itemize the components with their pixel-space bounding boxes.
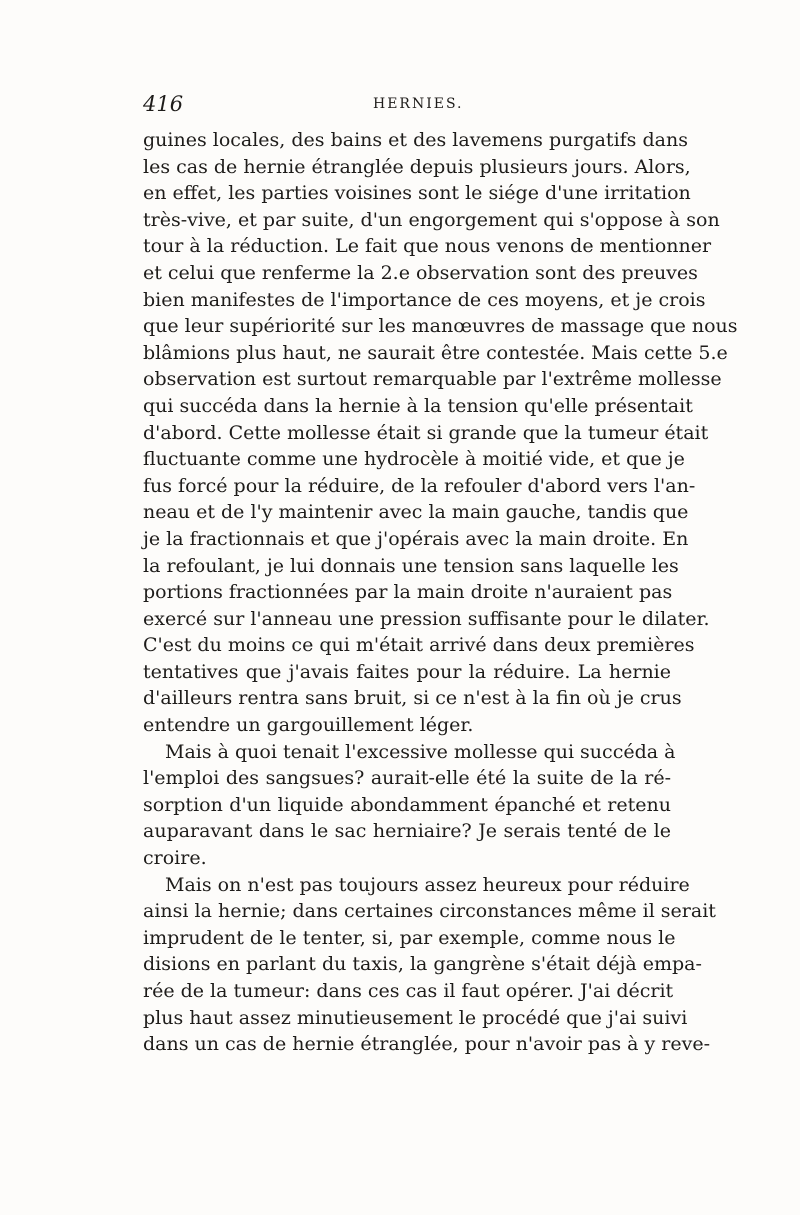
text-line: qui succéda dans la hernie à la tension qu'elle présentait (143, 394, 693, 417)
text-line: neau et de l'y maintenir avec la main gauche, tandis que (143, 501, 689, 524)
text-line: fus forcé pour la réduire, de la refouler d'abord vers l'an- (143, 474, 696, 497)
text-line: C'est du moins ce qui m'était arrivé dans deux premières (143, 634, 695, 657)
text-line: je la fractionnais et que j'opérais avec la main droite. En (143, 527, 689, 550)
text-line: en effet, les parties voisines sont le siége d'une irritation (143, 182, 691, 205)
text-line: d'ailleurs rentra sans bruit, si ce n'est à la fin où je crus (143, 687, 682, 710)
text-line: sorption d'un liquide abondamment épanché et retenu (143, 793, 671, 816)
text-line: d'abord. Cette mollesse était si grande que la tumeur était (143, 421, 709, 444)
text-line: bien manifestes de l'importance de ces moyens, et je crois (143, 288, 706, 311)
text-line: portions fractionnées par la main droite n'auraient pas (143, 581, 673, 604)
text-line: disions en parlant du taxis, la gangrène s'était déjà empa- (143, 953, 702, 976)
text-line: Mais on n'est pas toujours assez heureux pour réduire (165, 873, 690, 896)
text-line: croire. (143, 847, 207, 870)
text-line: Mais à quoi tenait l'excessive mollesse qui succéda à (165, 740, 676, 763)
text-line: tour à la réduction. Le fait que nous venons de mentionner (143, 235, 712, 258)
text-line: ainsi la hernie; dans certaines circonstances même il serait (143, 900, 716, 923)
text-line: guines locales, des bains et des lavemens purgatifs dans (143, 129, 688, 151)
text-line: exercé sur l'anneau une pression suffisante pour le dilater. (143, 607, 710, 630)
text-line: auparavant dans le sac herniaire? Je serais tenté de le (143, 820, 671, 843)
text-line: blâmions plus haut, ne saurait être contestée. Mais cette 5.e (143, 341, 728, 364)
text-line: dans un cas de hernie étranglée, pour n'avoir pas à y reve- (143, 1033, 710, 1056)
text-line: tentatives que j'avais faites pour la réduire. La hernie (143, 660, 671, 683)
text-line: entendre un gargouillement léger. (143, 714, 474, 737)
paragraph (143, 127, 738, 739)
page-number: 416 (143, 92, 184, 116)
text-line: fluctuante comme une hydrocèle à moitié vide, et que je (143, 448, 685, 471)
page-header (143, 92, 671, 122)
text-line: les cas de hernie étranglée depuis plusieurs jours. Alors, (143, 155, 691, 178)
running-head: HERNIES. (373, 96, 464, 112)
body-text (143, 127, 738, 1058)
text-line: l'emploi des sangsues? aurait-elle été la suite de la ré- (143, 767, 671, 790)
paragraph (143, 872, 716, 1058)
text-line: et celui que renferme la 2.e observation sont des preuves (143, 261, 698, 284)
text-line: la refoulant, je lui donnais une tension sans laquelle les (143, 554, 679, 577)
text-line: rée de la tumeur: dans ces cas il faut opérer. J'ai décrit (143, 980, 674, 1002)
paragraph (143, 739, 676, 872)
text-line: plus haut assez minutieusement le procédé que j'ai suivi (143, 1006, 688, 1029)
text-line: très-vive, et par suite, d'un engorgement qui s'oppose à son (143, 208, 720, 231)
text-line: imprudent de le tenter, si, par exemple, comme nous le (143, 926, 676, 949)
text-line: observation est surtout remarquable par l'extrême mollesse (143, 368, 722, 391)
text-line: que leur supériorité sur les manœuvres de massage que nous (143, 315, 738, 338)
